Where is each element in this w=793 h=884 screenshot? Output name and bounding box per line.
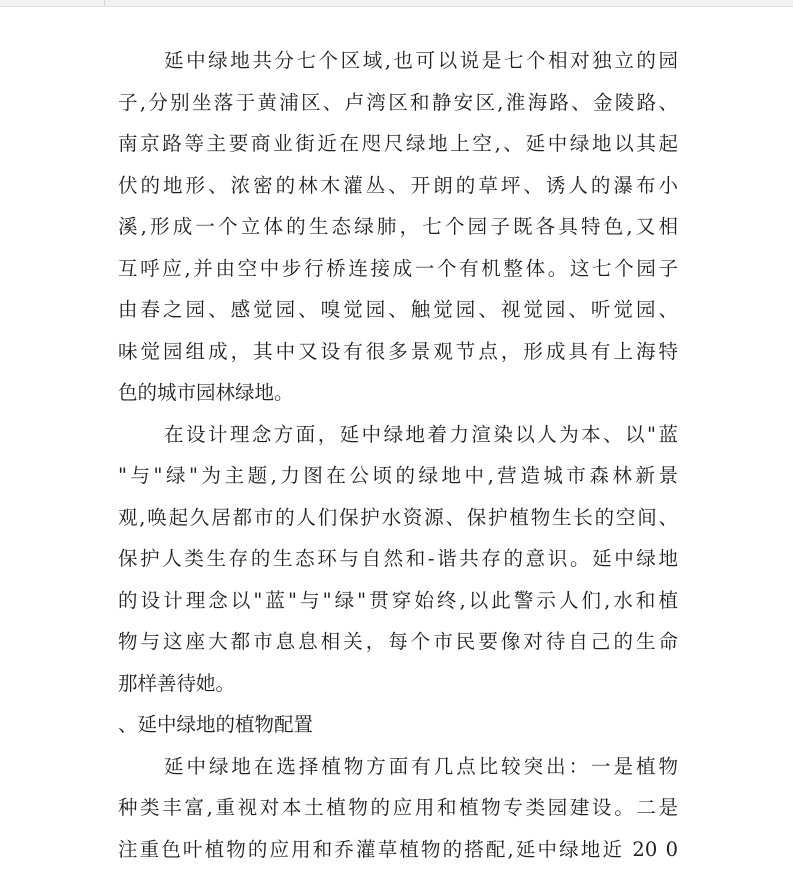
text-line: 由春之园、感觉园、嗅觉园、触觉园、视觉园、听觉园、	[118, 298, 678, 321]
text-line: 在设计理念方面，延中绿地着力渲染以人为本、以"蓝	[164, 422, 678, 446]
text-line: 的设计理念以"蓝"与"绿"贯穿始终,以此警示人们,水和植	[118, 588, 678, 612]
text-line: 子,分别坐落于黄浦区、卢湾区和静安区,淮海路、金陵路、	[118, 90, 678, 114]
text-line: 注重色叶植物的应用和乔灌草植物的搭配,延中绿地近 20 0	[118, 837, 678, 861]
text-line: 保护人类生存的生态环与自然和-谐共存的意识。延中绿地	[118, 547, 678, 570]
ruler-margin-marker	[104, 0, 105, 6]
text-line: "与"绿"为主题,力图在公顷的绿地中,营造城市森林新景	[118, 464, 678, 487]
text-line: 观,唤起久居都市的人们保护水资源、保护植物生长的空间、	[118, 505, 678, 529]
paragraph	[118, 40, 678, 414]
section-heading: 、延中绿地的植物配置	[118, 713, 314, 736]
text-line: 溪,形成一个立体的生态绿肺，七个园子既各具特色,又相	[118, 215, 678, 238]
text-line: 延中绿地共分七个区域,也可以说是七个相对独立的园	[164, 49, 678, 72]
text-line: 味觉园组成，其中又设有很多景观节点，形成具有上海特	[118, 339, 678, 363]
ruler-bar	[0, 0, 793, 7]
text-line: 互呼应,并由空中步行桥连接成一个有机整体。这七个园子	[118, 256, 678, 280]
document-body	[118, 40, 678, 870]
text-line: 那样善待她。	[118, 671, 236, 695]
text-line: 色的城市园林绿地。	[118, 381, 294, 404]
text-line: 延中绿地在选择植物方面有几点比较突出：一是植物	[164, 754, 678, 778]
paragraph	[118, 414, 678, 705]
text-line: 伏的地形、浓密的林木灌丛、开朗的草坪、诱人的瀑布小	[118, 173, 678, 197]
text-line: 物与这座大都市息息相关，每个市民要像对待自己的生命	[118, 630, 678, 653]
paragraph	[118, 746, 678, 871]
text-line: 种类丰富,重视对本土植物的应用和植物专类园建设。二是	[118, 796, 678, 819]
text-line: 南京路等主要商业街近在咫尺绿地上空,、延中绿地以其起	[118, 132, 678, 155]
